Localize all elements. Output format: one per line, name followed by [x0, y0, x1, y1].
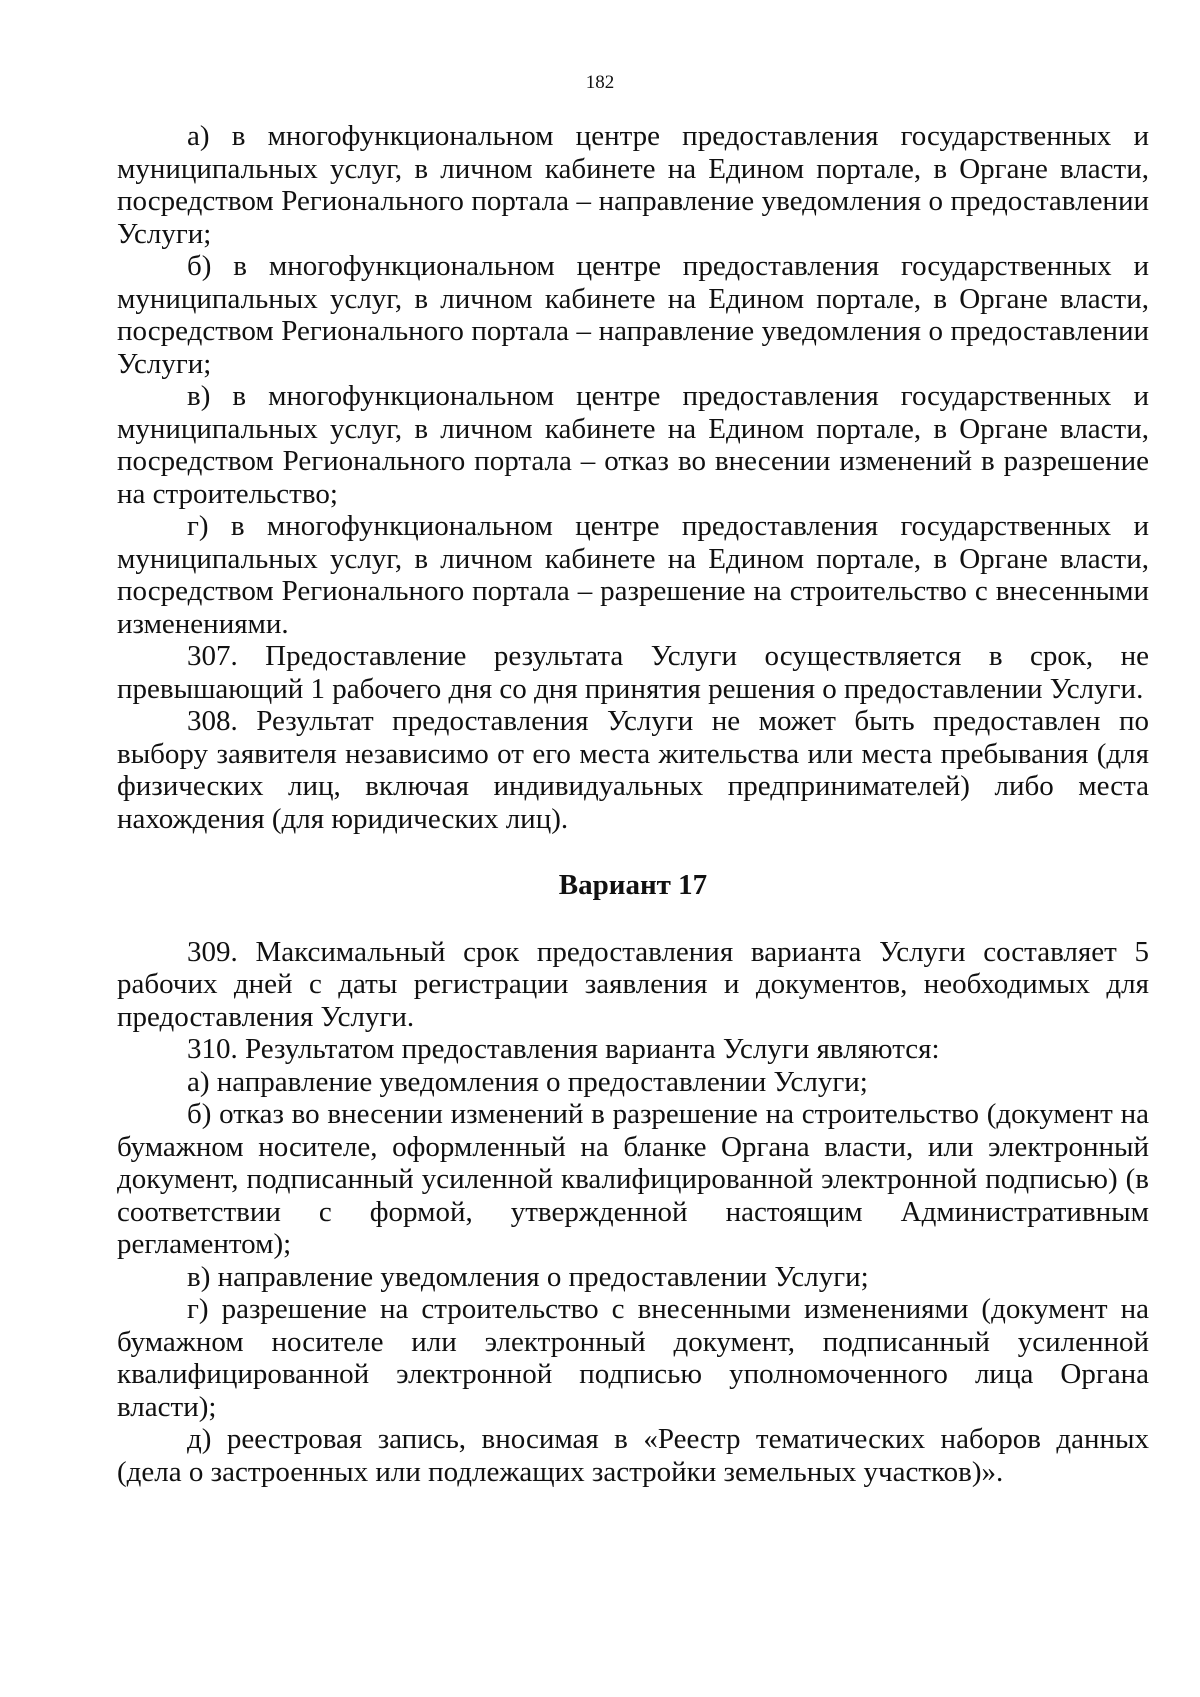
result-item-v: в) направление уведомления о предоставлении Услуги; [187, 1260, 869, 1293]
paragraph-v-refusal: в) в многофункциональном центре предоставления государственных и муниципальных услуг, в личном кабинете на Едином портале, в Органе власти, посредством Регионального портала – отказ во внесении изменений в разрешение на строительство; [117, 380, 1149, 510]
paragraph-307: 307. Предоставление результата Услуги осуществляется в срок, не превышающий 1 рабочего дня со дня принятия решения о предоставлении Услуги. [117, 640, 1149, 705]
paragraph-309: 309. Максимальный срок предоставления варианта Услуги составляет 5 рабочих дней с даты регистрации заявления и документов, необходимых для предоставления Услуги. [117, 935, 1149, 1033]
paragraph-g-permit: г) в многофункциональном центре предоставления государственных и муниципальных услуг, в личном кабинете на Едином портале, в Органе власти, посредством Регионального портала – разрешение на строительство с внесенными изменениями. [117, 510, 1149, 640]
paragraph-310: 310. Результатом предоставления варианта Услуги являются: [187, 1033, 940, 1065]
result-item-g: г) разрешение на строительство с внесенными изменениями (документ на бумажном носителе или электронный документ, подписанный усиленной квалифицированной электронной подписью уполномоченного лица Органа власти); [117, 1293, 1149, 1423]
result-item-b: б) отказ во внесении изменений в разрешение на строительство (документ на бумажном носителе, оформленный на бланке Органа власти, или электронный документ, подписанный усиленной квалифицированной электронной подписью) (в соответствии с формой, утвержденной настоящим Административным регламентом); [117, 1098, 1149, 1260]
section-heading-variant: Вариант 17 [558, 869, 708, 901]
paragraph-308: 308. Результат предоставления Услуги не может быть предоставлен по выбору заявителя независимо от его места жительства или места пребывания (для физических лиц, включая индивидуальных предпринимателей) либо места нахождения (для юридических лиц). [117, 705, 1149, 835]
paragraph-b-notification: б) в многофункциональном центре предоставления государственных и муниципальных услуг, в личном кабинете на Едином портале, в Органе власти, посредством Регионального портала – направление уведомления о предоставлении Услуги; [117, 250, 1149, 380]
paragraph-a-notification: а) в многофункциональном центре предоставления государственных и муниципальных услуг, в личном кабинете на Едином портале, в Органе власти, посредством Регионального портала – направление уведомления о предоставлении Услуги; [117, 120, 1149, 250]
result-item-d: д) реестровая запись, вносимая в «Реестр тематических наборов данных (дела о застроенных или подлежащих застройки земельных участков)». [117, 1423, 1149, 1488]
document-body [117, 120, 1149, 1488]
result-item-a: а) направление уведомления о предоставлении Услуги; [187, 1065, 868, 1098]
page-number: 182 [585, 72, 615, 93]
